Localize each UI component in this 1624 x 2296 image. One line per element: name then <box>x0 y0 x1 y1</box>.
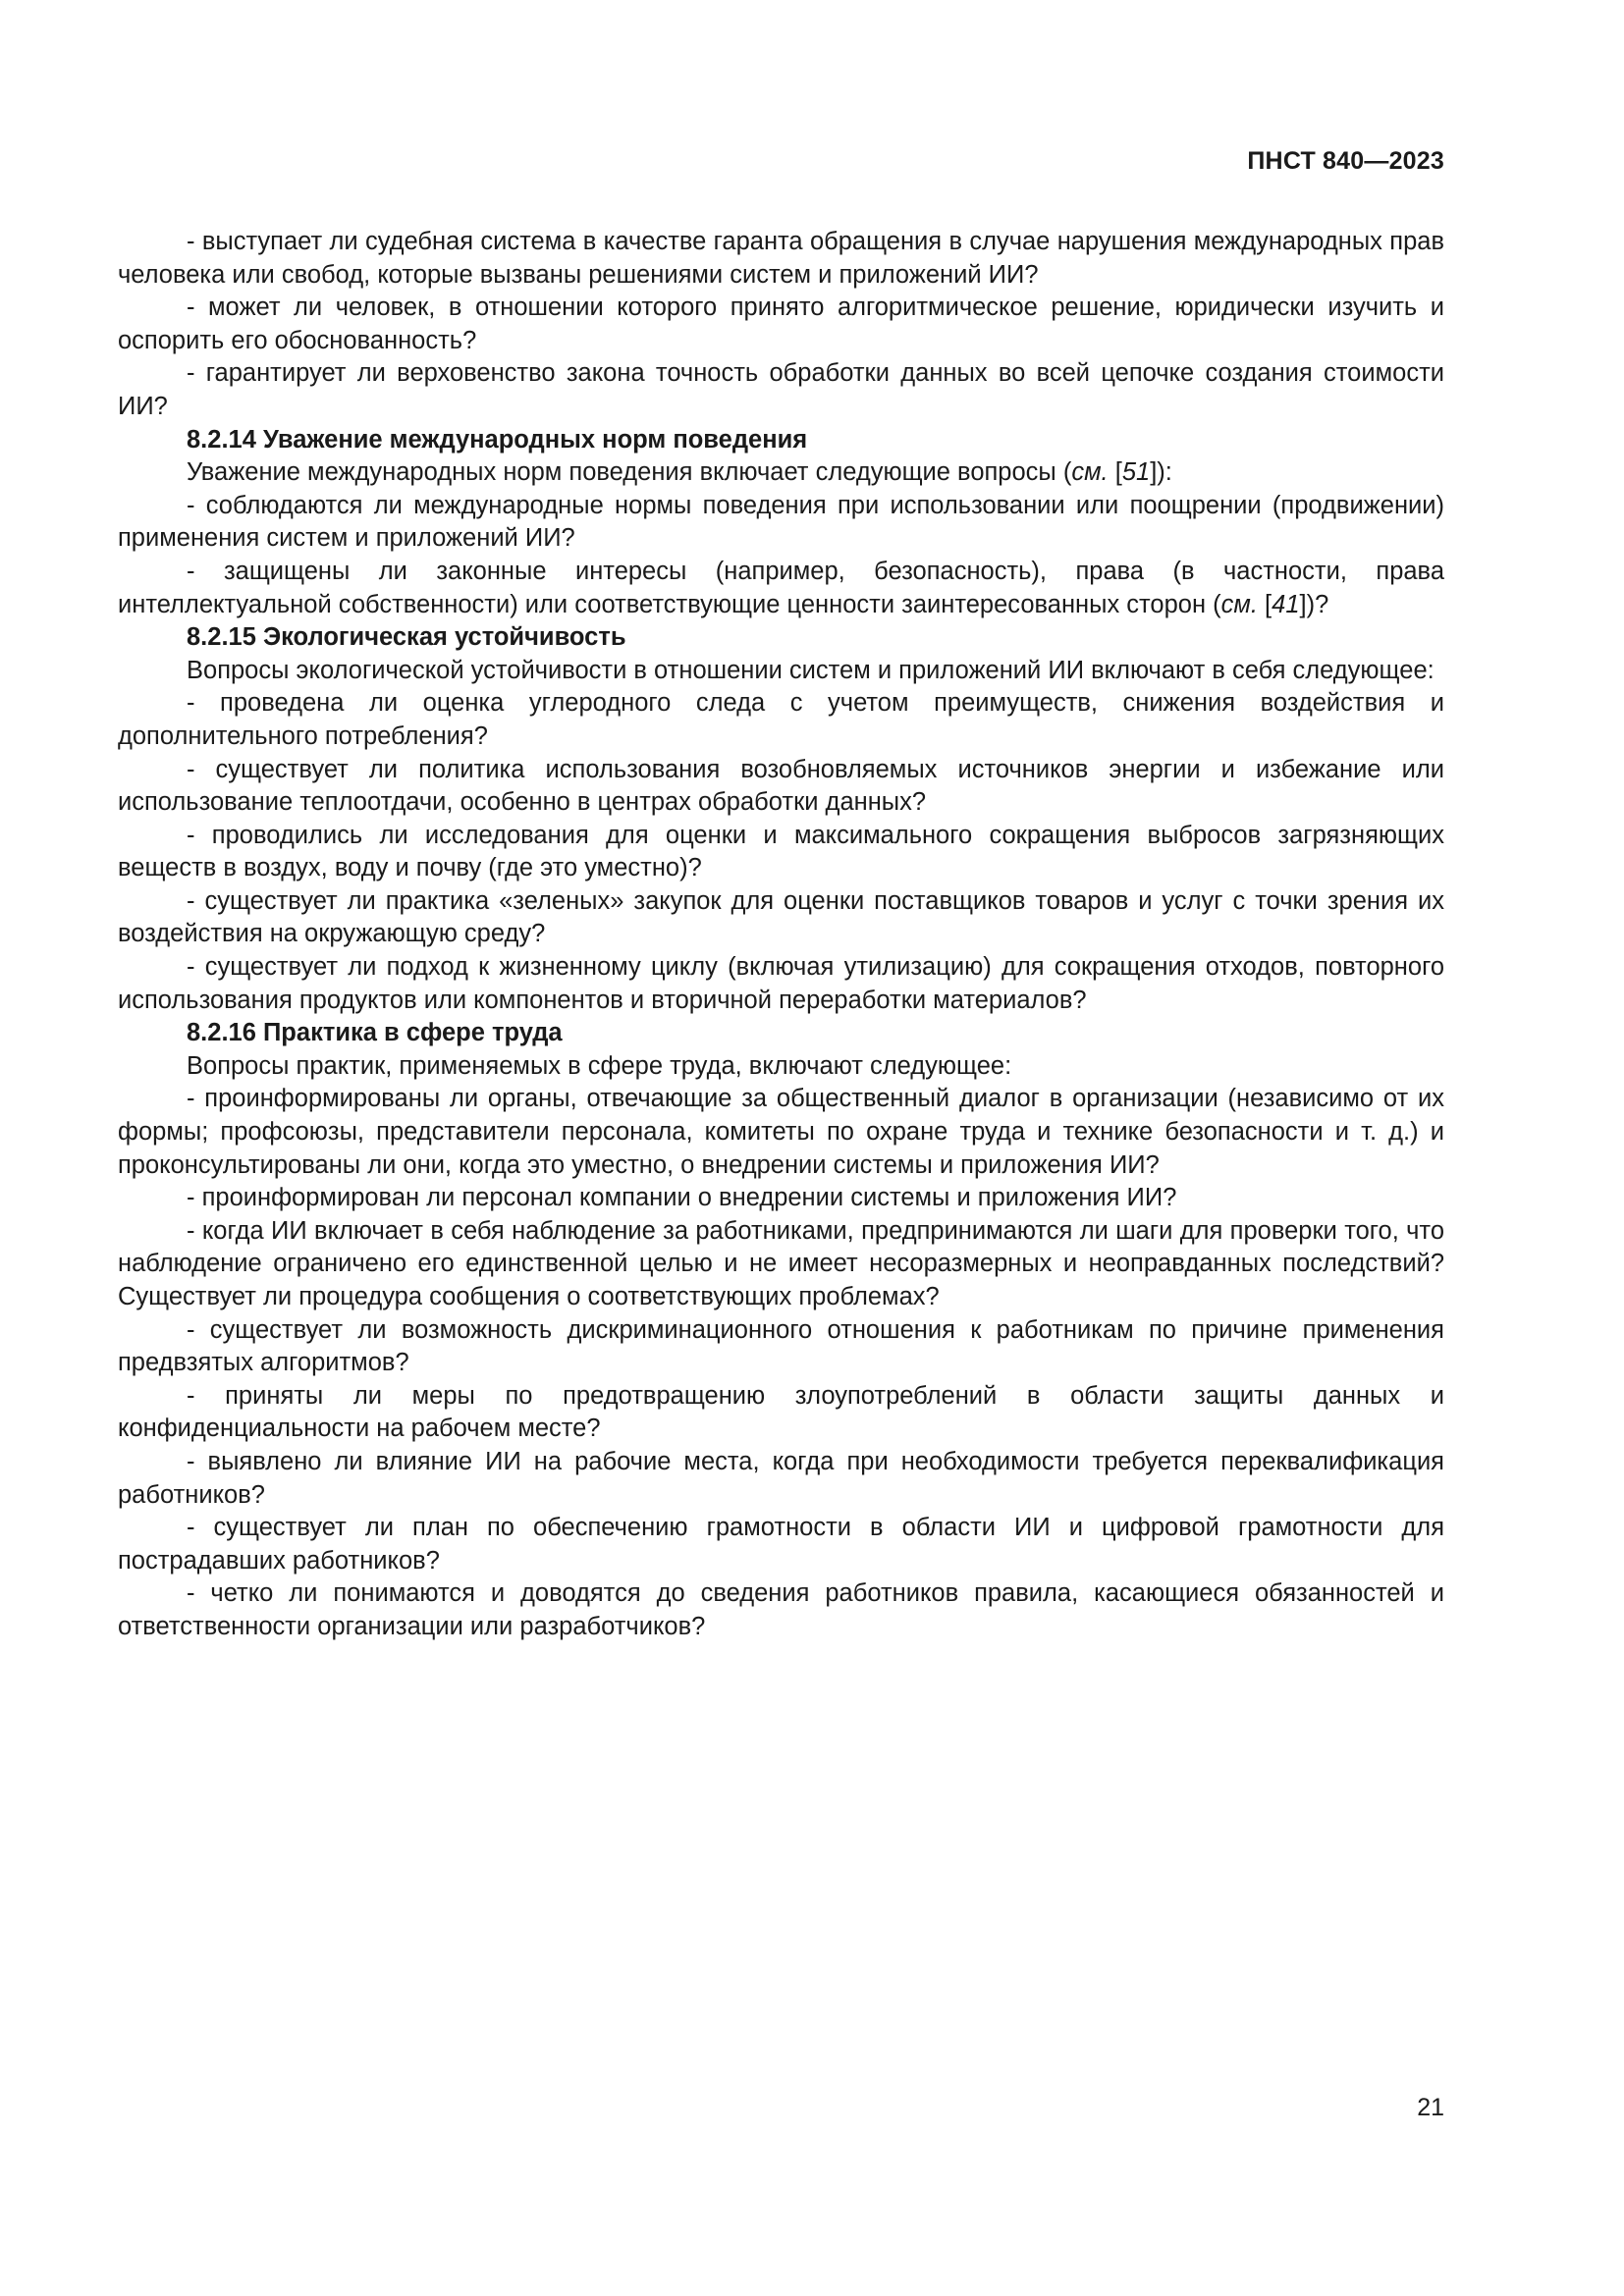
paragraph: - может ли человек, в отношении которого принято алгоритмическое решение, юридически изучить и оспорить его обоснованность? <box>118 294 1444 354</box>
paragraph: - проведена ли оценка углеродного следа с учетом преимуществ, снижения воздействия и дополнительного потребления? <box>118 689 1444 750</box>
reference-number: 41 <box>1272 590 1300 618</box>
paragraph: - существует ли возможность дискриминационного отношения к работникам по причине применения предвзятых алгоритмов? <box>118 1315 1444 1377</box>
paragraph: Вопросы экологической устойчивости в отношении систем и приложений ИИ включают в себя следующее: <box>187 656 1435 684</box>
paragraph: - соблюдаются ли международные нормы поведения при использовании или поощрении (продвижении) применения систем и приложений ИИ? <box>118 491 1444 553</box>
paragraph: - проинформирован ли персонал компании о внедрении системы и приложения ИИ? <box>187 1184 1177 1212</box>
paragraph: - существует ли практика «зеленых» закупок для оценки поставщиков товаров и услуг с точки зрения их воздействия на окружающую среду? <box>118 886 1444 948</box>
paragraph-text: Уважение международных норм поведения включает следующие вопросы ( <box>187 458 1072 487</box>
section-heading: 8.2.15 Экологическая устойчивость <box>187 623 626 652</box>
paragraph: - существует ли политика использования возобновляемых источников энергии и избежание или использование теплоотдачи, особенно в центрах обработки данных? <box>118 755 1444 817</box>
paragraph <box>118 556 1444 621</box>
paragraph: - проводились ли исследования для оценки и максимального сокращения выбросов загрязняющих веществ в воздух, воду и почву (где это уместно)? <box>118 821 1444 882</box>
paragraph: - существует ли план по обеспечению грамотности в области ИИ и цифровой грамотности для пострадавших работников? <box>118 1514 1444 1575</box>
reference-bracket: [ <box>1257 590 1272 618</box>
paragraph: - проинформированы ли органы, отвечающие за общественный диалог в организации (независимо от их формы; профсоюзы, представители персонала, комитеты по охране труда и технике безопасности и т. д.) и проконсультированы ли они, когда это уместно, о внедрении системы и приложения ИИ? <box>118 1085 1444 1179</box>
section-heading: 8.2.16 Практика в сфере труда <box>187 1019 563 1047</box>
paragraph: - приняты ли меры по предотвращению злоупотреблений в области защиты данных и конфиденциальности на рабочем месте? <box>118 1381 1444 1443</box>
document-code: ПНСТ 840—2023 <box>1247 147 1444 175</box>
reference-bracket: [ <box>1108 458 1122 487</box>
document-body <box>118 226 1444 1644</box>
paragraph-text: ]): <box>1150 458 1172 487</box>
paragraph: - гарантирует ли верховенство закона точность обработки данных во всей цепочке создания стоимости ИИ? <box>118 359 1444 420</box>
paragraph: Вопросы практик, применяемых в сфере труда, включают следующее: <box>187 1051 1012 1080</box>
paragraph: - выявлено ли влияние ИИ на рабочие места, когда при необходимости требуется переквалификация работников? <box>118 1447 1444 1509</box>
paragraph: - четко ли понимаются и доводятся до сведения работников правила, касающиеся обязанностей и ответственности организации или разработчиков? <box>118 1579 1444 1640</box>
section-heading: 8.2.14 Уважение международных норм поведения <box>187 425 808 454</box>
paragraph <box>118 456 1444 490</box>
paragraph-text: - защищены ли законные интересы (например, безопасность), права (в частности, права интеллектуальной собственности) или соответствующие ценности заинтересованных сторон ( <box>118 557 1444 618</box>
reference-number: 51 <box>1121 458 1151 487</box>
page-number: 21 <box>1417 2094 1444 2121</box>
paragraph: - выступает ли судебная система в качестве гаранта обращения в случае нарушения международных прав человека или свобод, которые вызваны решениями систем и приложений ИИ? <box>118 228 1444 289</box>
paragraph: - существует ли подход к жизненному циклу (включая утилизацию) для сокращения отходов, повторного использования продуктов или компонентов и вторичной переработки материалов? <box>118 953 1444 1014</box>
reference-abbr: см. <box>1071 458 1109 487</box>
paragraph-text: ])? <box>1299 590 1329 618</box>
reference-abbr: см. <box>1220 590 1258 618</box>
paragraph: - когда ИИ включает в себя наблюдение за работниками, предпринимаются ли шаги для проверки того, что наблюдение ограничено его единственной целью и не имеет несоразмерных и неоправданных последствий? Существует ли процедура сообщения о соответствующих проблемах? <box>118 1216 1444 1310</box>
